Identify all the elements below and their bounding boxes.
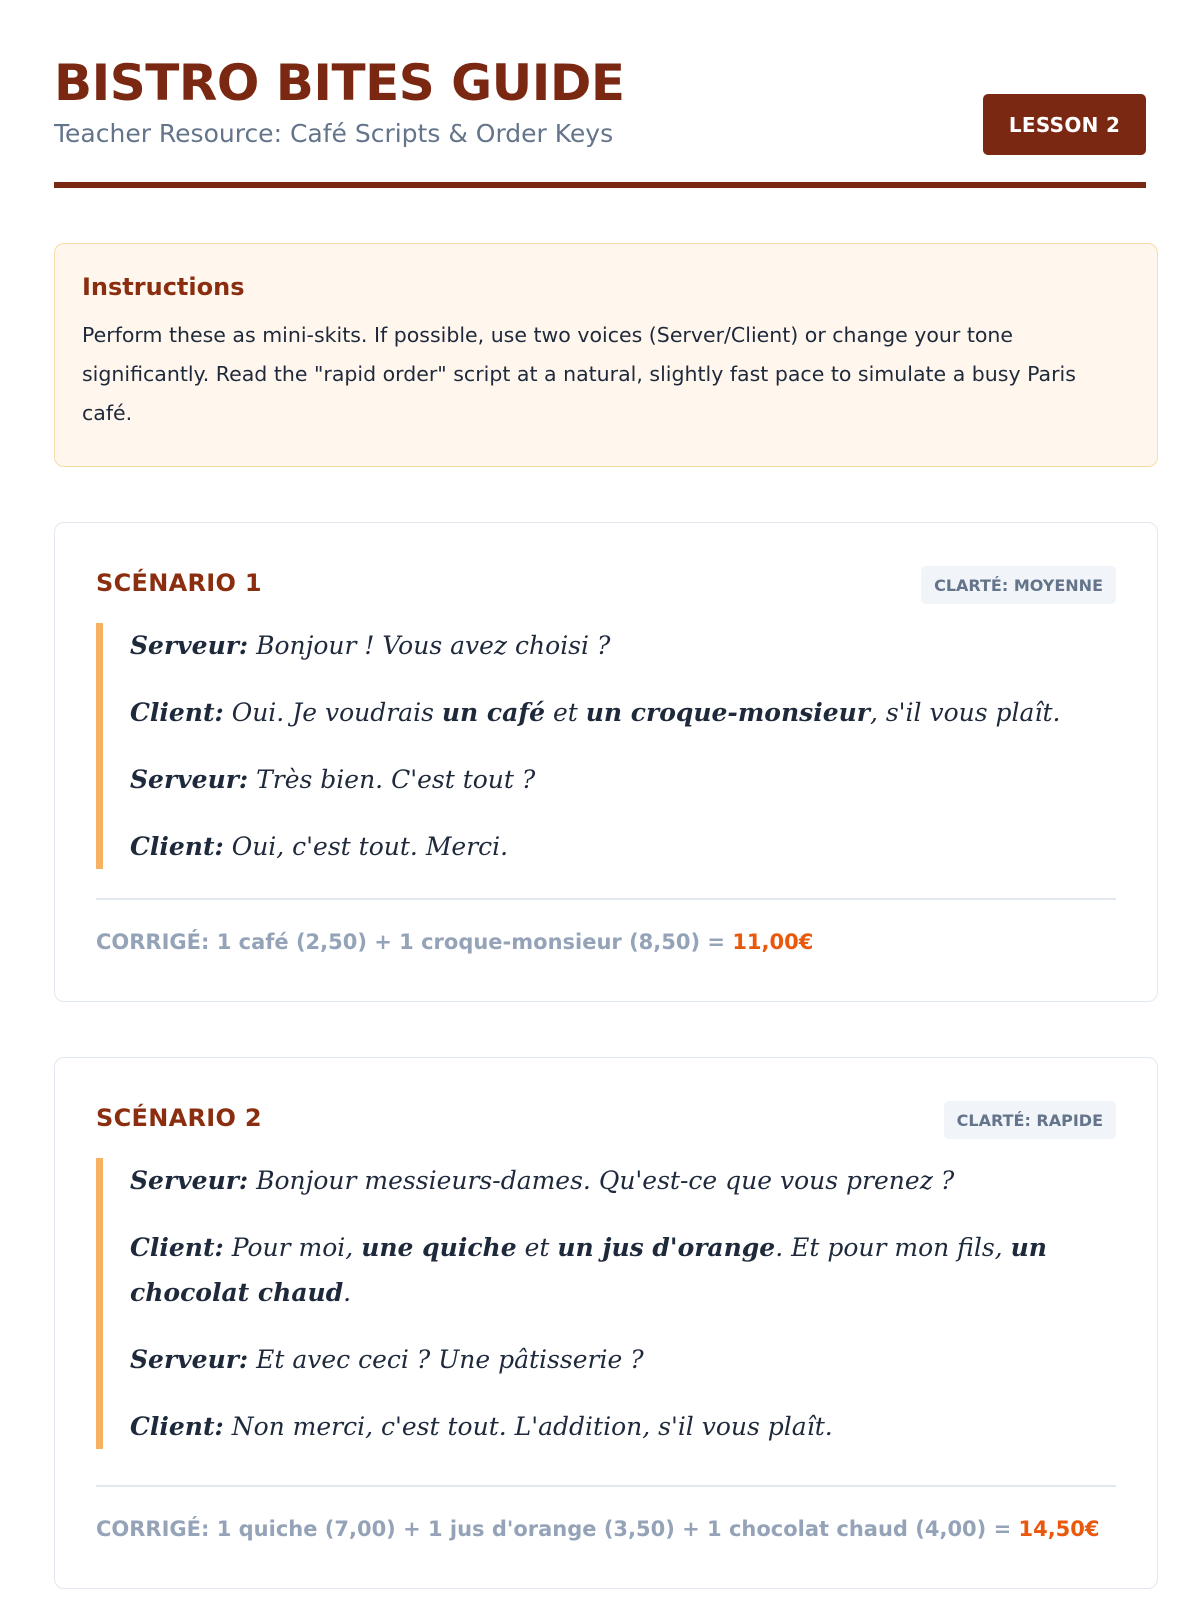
instructions-body: Perform these as mini-skits. If possible, use two voices (Server/Client) or change your tone significantly. Read the "rapid order" script at a natural, slightly fast pace to simulate a busy Paris café. <box>82 323 1076 425</box>
dialogue-text: . <box>343 1278 352 1307</box>
speaker-label: Serveur: <box>130 631 249 660</box>
dialogue-line <box>130 690 1116 735</box>
speaker-label: Client: <box>130 832 224 861</box>
scenario-card <box>54 522 1158 1002</box>
dialogue-text: Pour moi, <box>223 1233 362 1262</box>
dialogue <box>96 623 1116 869</box>
speaker-label: Serveur: <box>130 1345 249 1374</box>
answer-key <box>96 1514 1100 1544</box>
ordered-item: un café <box>441 698 545 727</box>
dialogue-line <box>130 1404 1116 1449</box>
speaker-label: Client: <box>130 1233 224 1262</box>
ordered-item: un jus d'orange <box>557 1233 776 1262</box>
dialogue-line <box>130 824 1116 869</box>
dialogue-text: Bonjour messieurs-dames. Qu'est-ce que vous prenez ? <box>248 1166 955 1195</box>
speaker-label: Client: <box>130 698 224 727</box>
ordered-item: un croque-monsieur <box>585 698 870 727</box>
dialogue-text: . Et pour mon fils, <box>775 1233 1011 1262</box>
dialogue-line <box>130 1225 1116 1315</box>
lesson-badge: LESSON 2 <box>983 94 1146 155</box>
scenario-card <box>54 1057 1158 1589</box>
dialogue-text: Et avec ceci ? Une pâtisserie ? <box>248 1345 644 1374</box>
speaker-label: Serveur: <box>130 765 249 794</box>
dialogue-line <box>130 757 1116 802</box>
answer-key <box>96 927 813 957</box>
dialogue <box>96 1158 1116 1449</box>
page-header <box>54 0 1146 188</box>
scenario-title: SCÉNARIO 2 <box>96 1104 262 1132</box>
answer-total: 14,50€ <box>1018 1517 1100 1541</box>
answer-key-text: CORRIGÉ: 1 café (2,50) + 1 croque-monsieur (8,50) = <box>96 930 733 954</box>
page-subtitle: Teacher Resource: Café Scripts & Order Keys <box>54 119 614 148</box>
instructions-heading: Instructions <box>82 273 245 301</box>
dialogue-text: Très bien. C'est tout ? <box>248 765 536 794</box>
dialogue-line <box>130 1158 1116 1203</box>
dialogue-text: Bonjour ! Vous avez choisi ? <box>248 631 611 660</box>
instructions-box <box>54 243 1158 467</box>
divider <box>96 898 1116 900</box>
speaker-label: Client: <box>130 1412 224 1441</box>
divider <box>96 1485 1116 1487</box>
scenario-title: SCÉNARIO 1 <box>96 569 262 597</box>
dialogue-text: , s'il vous plaît. <box>869 698 1061 727</box>
speaker-label: Serveur: <box>130 1166 249 1195</box>
dialogue-text: et <box>516 1233 558 1262</box>
ordered-item: une quiche <box>361 1233 517 1262</box>
dialogue-line <box>130 623 1116 668</box>
ordered-item: un chocolat chaud <box>130 1233 1047 1307</box>
dialogue-text: et <box>545 698 586 727</box>
page-title: BISTRO BITES GUIDE <box>54 54 625 112</box>
dialogue-line <box>130 1337 1116 1382</box>
clarity-badge: CLARTÉ: RAPIDE <box>944 1101 1116 1139</box>
answer-total: 11,00€ <box>732 930 814 954</box>
dialogue-text: Oui, c'est tout. Merci. <box>223 832 509 861</box>
dialogue-text: Non merci, c'est tout. L'addition, s'il vous plaît. <box>223 1412 833 1441</box>
answer-key-text: CORRIGÉ: 1 quiche (7,00) + 1 jus d'orange (3,50) + 1 chocolat chaud (4,00) = <box>96 1517 1019 1541</box>
dialogue-text: Oui. Je voudrais <box>223 698 442 727</box>
clarity-badge: CLARTÉ: MOYENNE <box>921 566 1116 604</box>
